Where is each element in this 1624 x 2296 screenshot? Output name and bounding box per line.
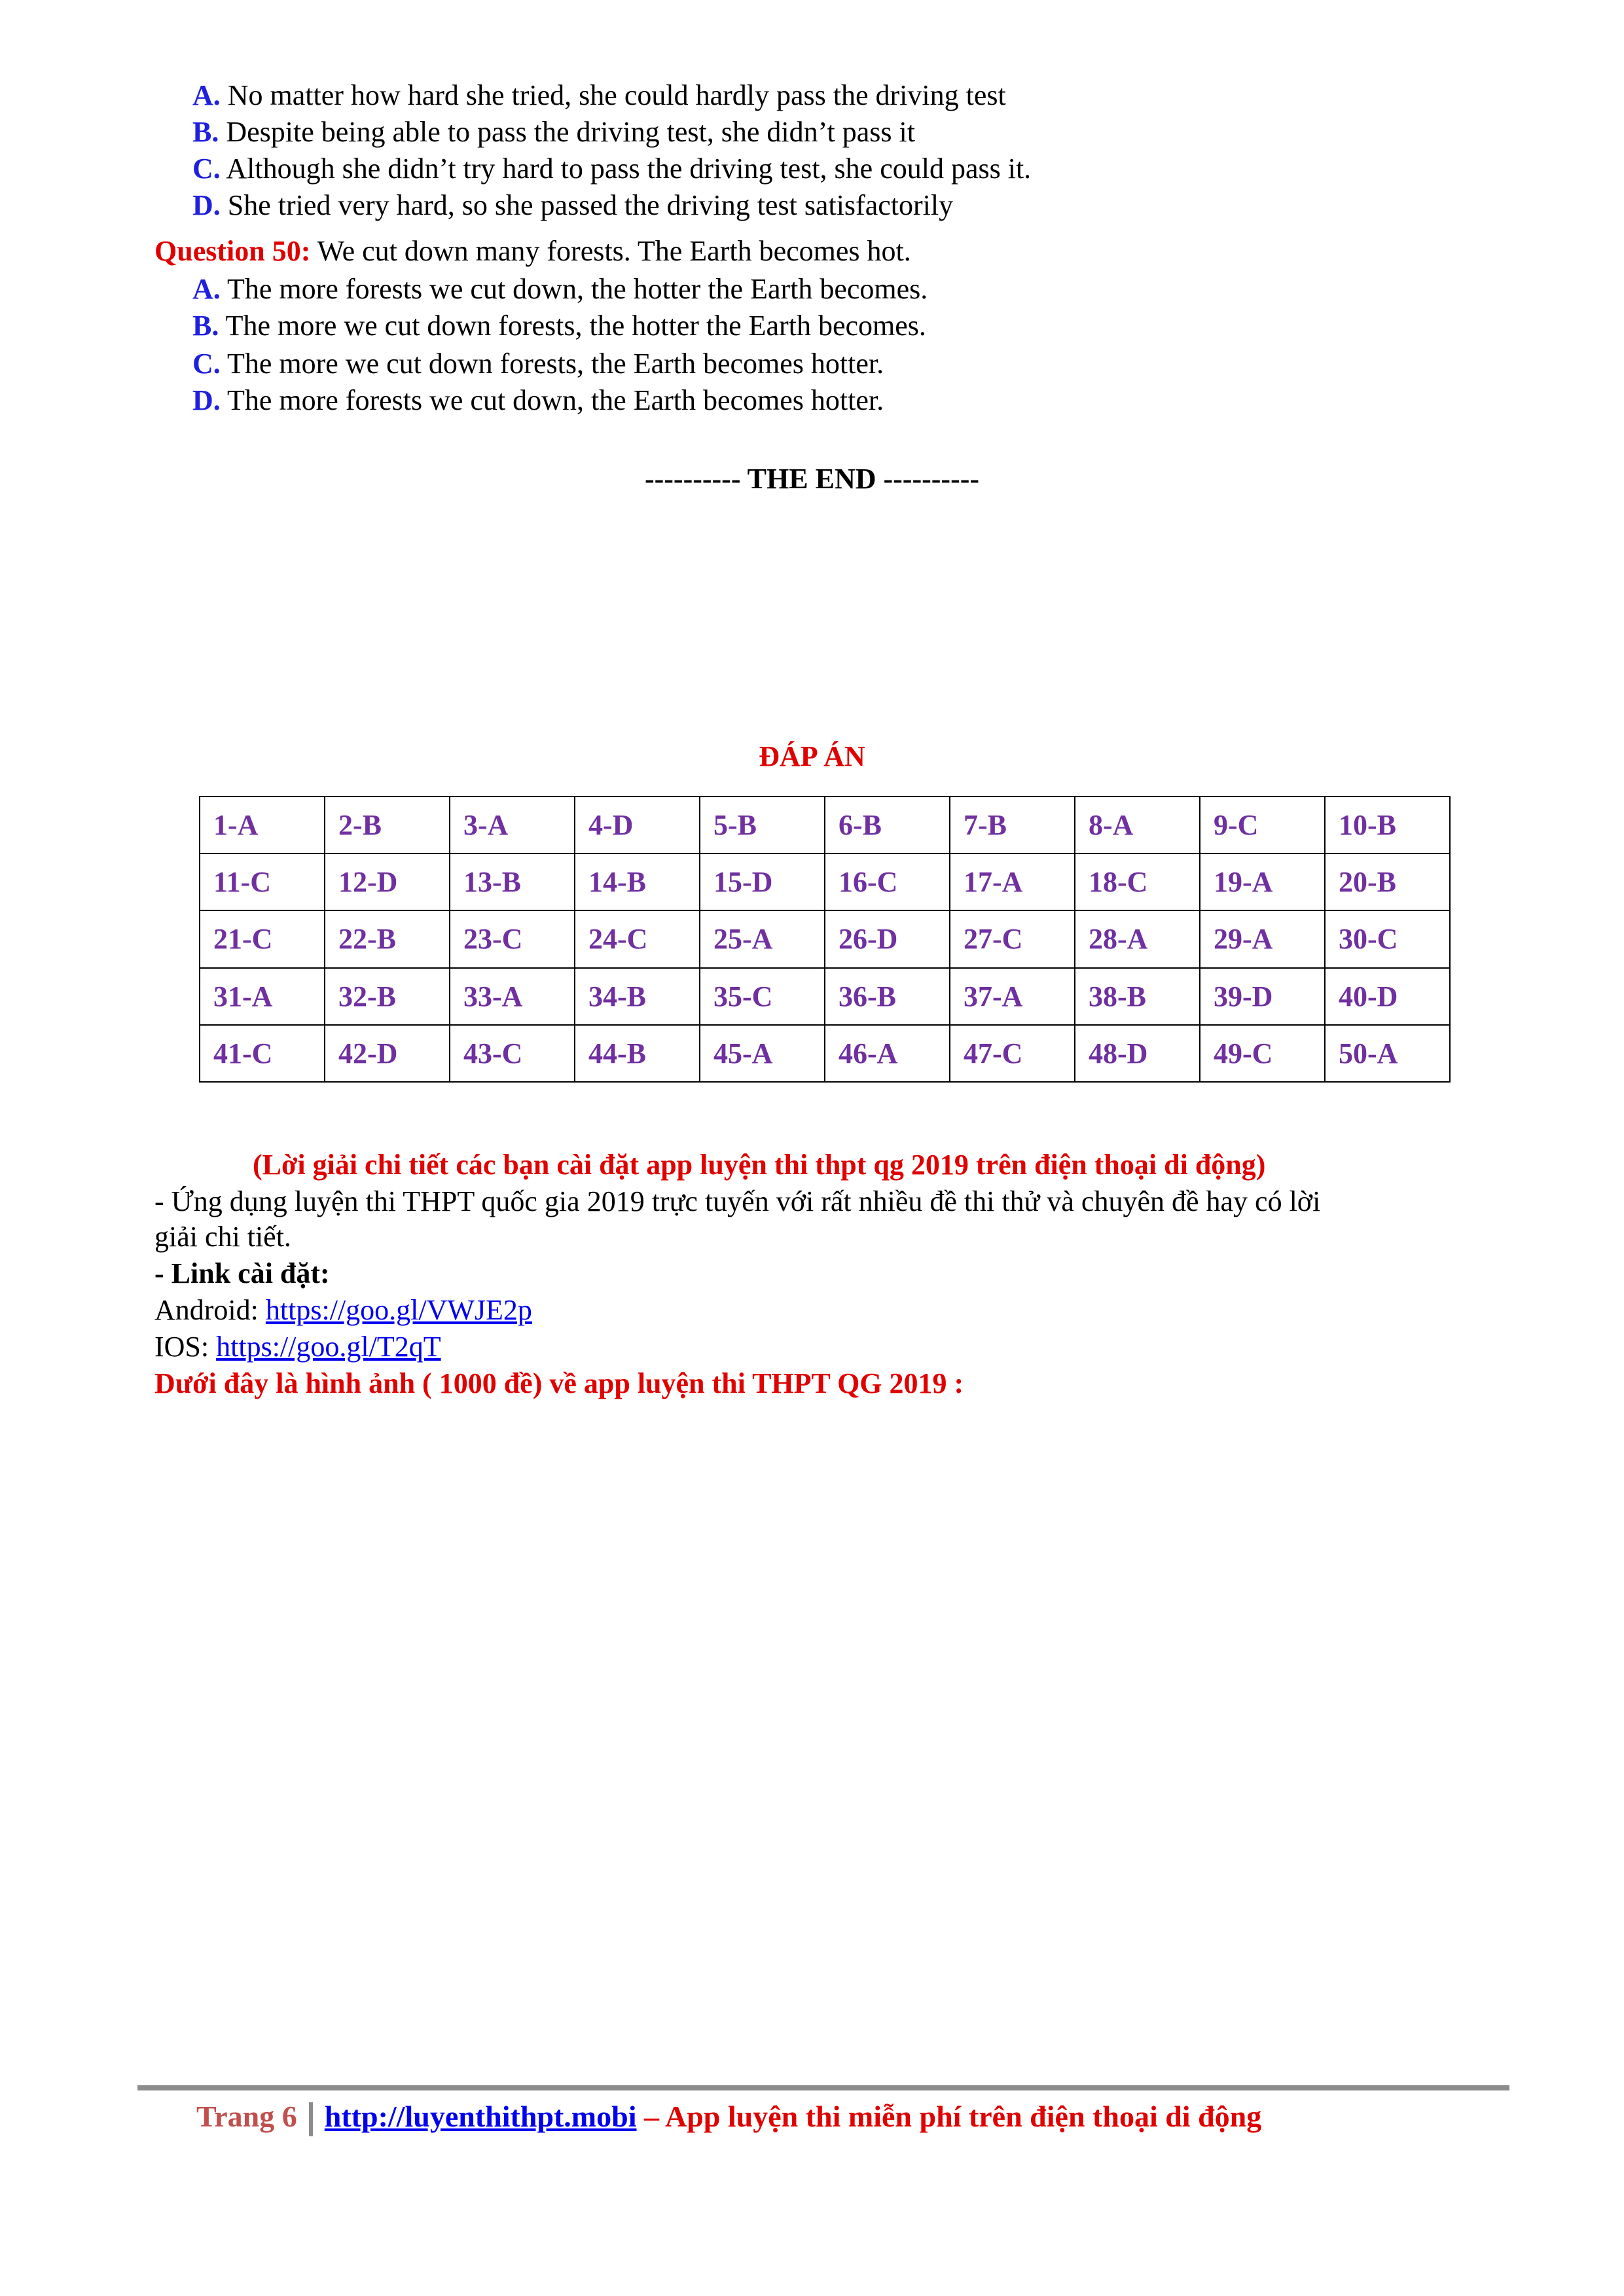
answer-cell: 48-D	[1075, 1025, 1200, 1082]
answer-cell: 7-B	[950, 797, 1075, 853]
answer-cell: 8-A	[1075, 797, 1200, 853]
answer-row	[200, 910, 1450, 967]
q49-option-b	[192, 114, 915, 151]
option-letter: D.	[192, 384, 221, 416]
answer-row	[200, 1025, 1450, 1082]
promo-heading: (Lời giải chi tiết các bạn cài đặt app luyện thi thpt qg 2019 trên điện thoại di động)	[253, 1149, 1266, 1181]
ios-link[interactable]: https://goo.gl/T2qT	[216, 1331, 441, 1363]
answer-cell: 47-C	[950, 1025, 1075, 1082]
option-letter: C.	[192, 152, 221, 185]
answer-cell: 39-D	[1200, 968, 1325, 1025]
option-letter: C.	[192, 348, 221, 380]
option-letter: B.	[192, 310, 219, 342]
answer-cell: 21-C	[200, 910, 325, 967]
answer-cell: 27-C	[950, 910, 1075, 967]
option-letter: A.	[192, 79, 221, 111]
option-text: Despite being able to pass the driving test, she didn’t pass it	[219, 116, 915, 148]
answer-cell: 23-C	[450, 910, 575, 967]
answer-cell: 40-D	[1325, 968, 1450, 1025]
answer-cell: 25-A	[700, 910, 825, 967]
footer-tagline: – App luyện thi miễn phí trên điện thoại di động	[636, 2100, 1262, 2133]
option-letter: B.	[192, 116, 219, 148]
option-text: The more forests we cut down, the Earth becomes hotter.	[220, 384, 884, 416]
answer-row	[200, 853, 1450, 910]
q50-option-d	[192, 382, 884, 419]
footer-separator	[309, 2102, 313, 2136]
answer-cell: 24-C	[575, 910, 700, 967]
answer-cell: 43-C	[450, 1025, 575, 1082]
answer-cell: 6-B	[825, 797, 950, 853]
q49-option-d	[192, 187, 953, 224]
answer-cell: 17-A	[950, 853, 1075, 910]
answer-cell: 45-A	[700, 1025, 825, 1082]
promo-description: - Ứng dụng luyện thi THPT quốc gia 2019 trực tuyến với rất nhiều đề thi thử và chuyên đề hay có lời	[154, 1185, 1321, 1217]
answer-cell: 28-A	[1075, 910, 1200, 967]
answer-row	[200, 968, 1450, 1025]
answer-cell: 3-A	[450, 797, 575, 853]
answer-key-table	[199, 796, 1451, 1083]
question-stem: We cut down many forests. The Earth becomes hot.	[310, 235, 911, 267]
promo-description-continued: giải chi tiết.	[154, 1221, 291, 1253]
answer-cell: 16-C	[825, 853, 950, 910]
answer-cell: 44-B	[575, 1025, 700, 1082]
answer-cell: 2-B	[325, 797, 450, 853]
answer-cell: 9-C	[1200, 797, 1325, 853]
answer-cell: 29-A	[1200, 910, 1325, 967]
answer-cell: 42-D	[325, 1025, 450, 1082]
page-number: Trang 6	[196, 2100, 297, 2133]
answer-cell: 31-A	[200, 968, 325, 1025]
answer-cell: 26-D	[825, 910, 950, 967]
footer-divider	[137, 2085, 1509, 2090]
the-end-marker: ---------- THE END ----------	[644, 463, 980, 495]
footer-site-link[interactable]: http://luyenthithpt.mobi	[324, 2100, 637, 2133]
ios-link-row	[154, 1329, 441, 1365]
question-50	[154, 233, 911, 270]
q50-option-b	[192, 308, 926, 344]
answer-cell: 11-C	[200, 853, 325, 910]
answer-cell: 13-B	[450, 853, 575, 910]
answer-cell: 4-D	[575, 797, 700, 853]
answer-cell: 49-C	[1200, 1025, 1325, 1082]
option-text: The more we cut down forests, the Earth becomes hotter.	[220, 348, 884, 380]
answer-cell: 37-A	[950, 968, 1075, 1025]
answer-cell: 32-B	[325, 968, 450, 1025]
answer-cell: 30-C	[1325, 910, 1450, 967]
answer-cell: 12-D	[325, 853, 450, 910]
option-letter: D.	[192, 189, 221, 221]
option-text: Although she didn’t try hard to pass the driving test, she could pass it.	[220, 152, 1032, 185]
ios-label: IOS:	[154, 1331, 217, 1363]
option-text: She tried very hard, so she passed the driving test satisfactorily	[220, 189, 954, 221]
q49-option-c	[192, 151, 1031, 187]
android-link[interactable]: https://goo.gl/VWJE2p	[265, 1294, 532, 1326]
option-text: The more we cut down forests, the hotter the Earth becomes.	[219, 310, 926, 342]
answer-cell: 19-A	[1200, 853, 1325, 910]
option-text: The more forests we cut down, the hotter the Earth becomes.	[220, 273, 928, 305]
answer-cell: 1-A	[200, 797, 325, 853]
answer-cell: 35-C	[700, 968, 825, 1025]
answer-row	[200, 797, 1450, 853]
option-text: No matter how hard she tried, she could hardly pass the driving test	[220, 79, 1006, 111]
answer-cell: 33-A	[450, 968, 575, 1025]
page-footer	[196, 2097, 1261, 2136]
question-label: Question 50:	[154, 235, 311, 267]
answer-cell: 20-B	[1325, 853, 1450, 910]
answer-cell: 41-C	[200, 1025, 325, 1082]
android-link-row	[154, 1292, 532, 1329]
answer-cell: 14-B	[575, 853, 700, 910]
android-label: Android:	[154, 1294, 266, 1326]
q50-option-c	[192, 346, 884, 382]
q49-option-a	[192, 77, 1006, 114]
answer-cell: 18-C	[1075, 853, 1200, 910]
images-note: Dưới đây là hình ảnh ( 1000 đề) về app luyện thi THPT QG 2019 :	[154, 1367, 964, 1399]
answer-cell: 38-B	[1075, 968, 1200, 1025]
answer-cell: 36-B	[825, 968, 950, 1025]
answer-cell: 5-B	[700, 797, 825, 853]
option-letter: A.	[192, 273, 221, 305]
answer-cell: 15-D	[700, 853, 825, 910]
answer-cell: 34-B	[575, 968, 700, 1025]
answer-cell: 46-A	[825, 1025, 950, 1082]
q50-option-a	[192, 271, 928, 308]
answer-cell: 22-B	[325, 910, 450, 967]
install-link-label: - Link cài đặt:	[154, 1257, 330, 1289]
answer-key-title: ĐÁP ÁN	[759, 740, 865, 772]
answer-cell: 10-B	[1325, 797, 1450, 853]
answer-cell: 50-A	[1325, 1025, 1450, 1082]
